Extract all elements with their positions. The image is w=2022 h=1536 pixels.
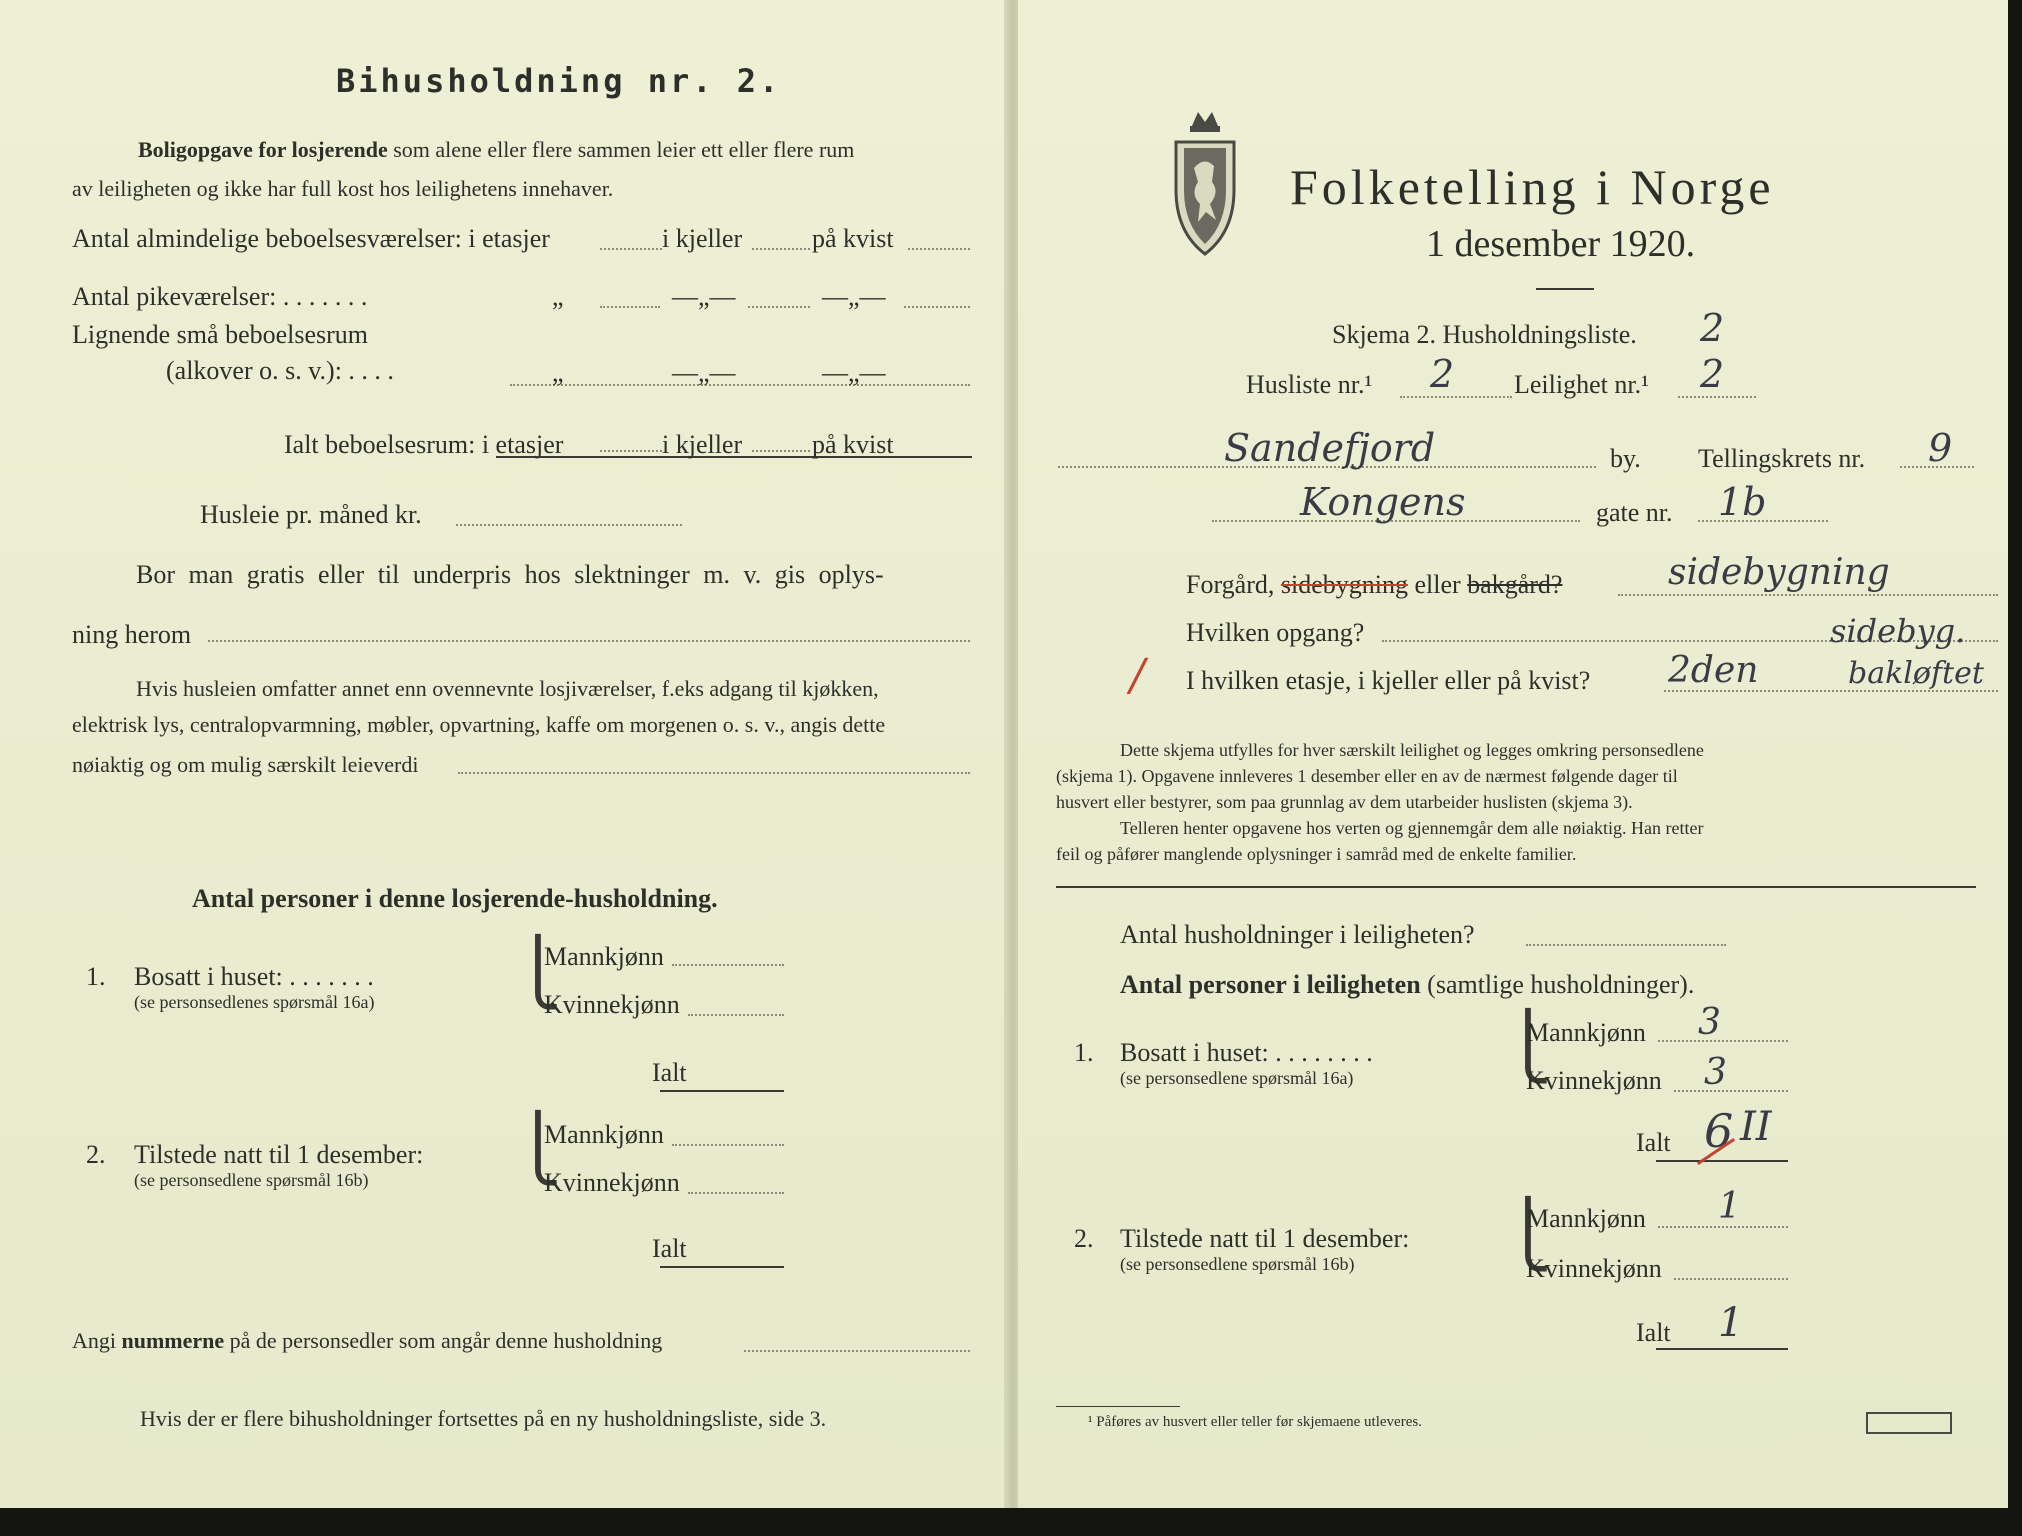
q1-sub: (se personsedlenes spørsmål 16a)	[134, 992, 375, 1012]
r-q1-kvinne-label: Kvinnekjønn	[1526, 1066, 1662, 1095]
leilighet-value[interactable]: 2	[1700, 352, 1725, 396]
alkover-ditto: „	[552, 358, 564, 387]
sidebygning-struck: sidebygning	[1280, 570, 1408, 599]
opgang-label: Hvilken opgang?	[1186, 618, 1365, 647]
right-page	[1018, 0, 2008, 1508]
census-date: 1 desember 1920.	[1426, 223, 1696, 265]
q1-number: 1.	[86, 962, 106, 991]
q1-mann-field[interactable]	[672, 964, 784, 966]
forgard-field[interactable]	[1618, 594, 1998, 596]
q2-label: Tilstede natt til 1 desember:	[134, 1140, 424, 1169]
antal-personer-heading: Antal personer i leiligheten (samtlige husholdninger).	[1120, 970, 1695, 999]
r-q2-mann-label: Mannkjønn	[1526, 1204, 1646, 1233]
q2-kvinne-label: Kvinnekjønn	[544, 1168, 680, 1197]
pike-ditto: „	[552, 282, 564, 311]
alkover-kjeller-ditto: —„—	[672, 358, 736, 387]
leilighet-field[interactable]	[1678, 396, 1756, 398]
note-rule	[1056, 886, 1976, 888]
etasje-value[interactable]: 2den	[1668, 650, 1759, 691]
r-q2-ialt-field[interactable]	[1656, 1348, 1788, 1350]
skjema-value[interactable]: 2	[1700, 306, 1725, 350]
gate-label: gate nr.	[1596, 498, 1673, 527]
alkover-label: (alkover o. s. v.): . . . .	[166, 356, 394, 385]
r-q1-kvinne-field[interactable]	[1674, 1090, 1788, 1092]
by-value[interactable]: Sandefjord	[1224, 426, 1436, 470]
pike-etasjer-field[interactable]	[600, 306, 660, 308]
r-q1-brace: ⎩	[1504, 1011, 1552, 1082]
q1-ialt-label: Ialt	[652, 1058, 687, 1087]
etasje-value-above[interactable]: sidebyg.	[1830, 612, 1966, 650]
rooms-kjeller-label: i kjeller	[662, 224, 743, 253]
ialt-kjeller-field[interactable]	[752, 450, 810, 452]
q2-sub: (se personsedlene spørsmål 16b)	[134, 1170, 369, 1190]
r-q1-mann-value[interactable]: 3	[1698, 1002, 1721, 1043]
lignende-label: Lignende små beboelsesrum	[72, 320, 369, 349]
ialt-kvist-label: på kvist	[812, 430, 894, 459]
r-q1-mann-field[interactable]	[1658, 1040, 1788, 1042]
q1-kvinne-label: Kvinnekjønn	[544, 990, 680, 1019]
rooms-label: Antal almindelige beboelsesværelser: i etasjer	[72, 224, 550, 253]
antal-husholdninger-field[interactable]	[1526, 944, 1726, 946]
note-line-5: feil og påfører manglende oplysninger i samråd med de enkelte familier.	[1056, 844, 1577, 864]
pike-label: Antal pikeværelser: . . . . . . .	[72, 282, 368, 311]
rooms-etasjer-field[interactable]	[600, 248, 662, 250]
skjema-label: Skjema 2. Husholdningsliste.	[1332, 320, 1637, 349]
alkover-field[interactable]	[510, 384, 970, 386]
folketelling-title: Folketelling i Norge	[1290, 159, 1775, 215]
norway-coat-of-arms-icon	[1170, 108, 1240, 258]
husliste-field[interactable]	[1400, 396, 1512, 398]
husliste-value[interactable]: 2	[1430, 352, 1455, 396]
q1-kvinne-field[interactable]	[688, 1014, 784, 1016]
r-q2-number: 2.	[1074, 1224, 1094, 1253]
r-q2-sub: (se personsedlene spørsmål 16b)	[1120, 1254, 1355, 1274]
q2-ialt-field[interactable]	[660, 1266, 784, 1268]
printer-stamp	[1866, 1412, 1952, 1434]
alkover-kvist-ditto: —„—	[822, 358, 886, 387]
pike-kvist-ditto: —„—	[822, 282, 886, 311]
by-label: by.	[1610, 444, 1641, 473]
q1-mann-label: Mannkjønn	[544, 942, 664, 971]
q2-number: 2.	[86, 1140, 106, 1169]
pike-kjeller-field[interactable]	[748, 306, 810, 308]
rooms-kvist-field[interactable]	[908, 248, 970, 250]
leieverdi-field[interactable]	[458, 772, 970, 774]
r-q2-mann-value[interactable]: 1	[1718, 1186, 1741, 1227]
r-q2-ialt-value[interactable]: 1	[1718, 1300, 1744, 1346]
q1-label: Bosatt i huset: . . . . . . .	[134, 962, 374, 991]
note-line-1: Dette skjema utfylles for hver særskilt leilighet og legges omkring personsedlene	[1120, 740, 1704, 760]
q1-ialt-field[interactable]	[660, 1090, 784, 1092]
gate-nr-value[interactable]: 1b	[1718, 480, 1767, 524]
q2-ialt-label: Ialt	[652, 1234, 687, 1263]
forgard-value[interactable]: sidebygning	[1668, 552, 1890, 593]
ialt-etasjer-field[interactable]	[600, 450, 662, 452]
antal-husholdninger-label: Antal husholdninger i leiligheten?	[1120, 920, 1475, 949]
gate-value[interactable]: Kongens	[1300, 480, 1466, 524]
r-q1-mann-label: Mannkjønn	[1526, 1018, 1646, 1047]
r-q2-ialt-label: Ialt	[1636, 1318, 1671, 1347]
footnote-rule	[1056, 1406, 1180, 1407]
r-q1-kvinne-value[interactable]: 3	[1704, 1052, 1727, 1093]
etasje-value-2[interactable]: bakløftet	[1848, 656, 1984, 691]
scan-edge-bottom	[0, 1508, 2022, 1536]
krets-value[interactable]: 9	[1928, 426, 1953, 470]
note-line-3: husvert eller bestyrer, som paa grunnlag av dem utarbeider huslisten (skjema 3).	[1056, 792, 1633, 812]
rooms-kjeller-field[interactable]	[752, 248, 810, 250]
r-q2-label: Tilstede natt til 1 desember:	[1120, 1224, 1410, 1253]
bor-text-2: ning herom	[72, 620, 192, 649]
r-q2-brace: ⎩	[1504, 1199, 1552, 1270]
q2-mann-field[interactable]	[672, 1144, 784, 1146]
title-rule	[1536, 288, 1594, 290]
note-line-2: (skjema 1). Opgavene innleveres 1 desember eller en av de nærmest følgende dager til	[1056, 766, 1678, 786]
pike-kvist-field[interactable]	[904, 306, 970, 308]
footnote: ¹ Påføres av husvert eller teller før skjemaene utleveres.	[1088, 1414, 1422, 1430]
r-q1-label: Bosatt i huset: . . . . . . . .	[1120, 1038, 1373, 1067]
intro-line-1: Boligopgave for losjerende som alene eller flere sammen leier ett eller flere rum	[138, 137, 855, 162]
q1-brace: ⎩	[514, 937, 562, 1008]
bihusholdning-title: Bihusholdning nr. 2.	[336, 62, 782, 100]
etasje-label: I hvilken etasje, i kjeller eller på kvist?	[1186, 666, 1591, 695]
krets-label: Tellingskrets nr.	[1698, 444, 1866, 473]
rooms-kvist-label: på kvist	[812, 224, 894, 253]
pike-kjeller-ditto: —„—	[672, 282, 736, 311]
r-q1-ialt-label: Ialt	[1636, 1128, 1671, 1157]
bor-field[interactable]	[208, 640, 970, 642]
intro-line-2: av leiligheten og ikke har full kost hos leilighetens innehaver.	[72, 176, 614, 201]
ialt-kjeller-label: i kjeller	[662, 430, 743, 459]
r-q2-kvinne-label: Kvinnekjønn	[1526, 1254, 1662, 1283]
r-q1-number: 1.	[1074, 1038, 1094, 1067]
ialt-rooms-label: Ialt beboelsesrum: i etasjer	[284, 430, 564, 459]
q2-kvinne-field[interactable]	[688, 1192, 784, 1194]
husleie-field[interactable]	[456, 524, 682, 526]
q2-brace: ⎩	[514, 1113, 562, 1184]
r-q1-ialt-correction[interactable]: II	[1740, 1104, 1772, 1150]
angi-field[interactable]	[744, 1350, 970, 1352]
margin-mark: /	[1130, 650, 1145, 701]
r-q2-kvinne-field[interactable]	[1674, 1278, 1788, 1280]
left-page	[0, 0, 1010, 1508]
q2-mann-label: Mannkjønn	[544, 1120, 664, 1149]
hvis-text-2: elektrisk lys, centralopvarmning, møbler, opvartning, kaffe om morgenen o. s. v., angis dette	[72, 712, 886, 737]
forgard-question: Forgård, sidebygning eller bakgård?	[1186, 570, 1563, 599]
r-q1-ialt-value[interactable]: 6	[1704, 1104, 1734, 1158]
r-q1-ialt-field[interactable]	[1656, 1160, 1788, 1162]
note-line-4: Telleren henter opgavene hos verten og gjennemgår dem alle nøiaktig. Han retter	[1120, 818, 1704, 838]
antal-losjerende-heading: Antal personer i denne losjerende-husholdning.	[192, 884, 718, 913]
r-q1-sub: (se personsedlene spørsmål 16a)	[1120, 1068, 1354, 1088]
husliste-label: Husliste nr.¹	[1246, 370, 1373, 399]
bor-text: Bor man gratis eller til underpris hos slektninger m. v. gis oplys-	[136, 560, 884, 589]
husleie-label: Husleie pr. måned kr.	[200, 500, 422, 529]
leilighet-label: Leilighet nr.¹	[1514, 370, 1649, 399]
flere-text: Hvis der er flere bihusholdninger fortsettes på en ny husholdningsliste, side 3.	[140, 1406, 827, 1431]
scan-edge-right	[2008, 0, 2022, 1536]
angi-text: Angi nummerne på de personsedler som angår denne husholdning	[72, 1328, 663, 1353]
hvis-text-3: nøiaktig og om mulig særskilt leieverdi	[72, 752, 419, 777]
hvis-text: Hvis husleien omfatter annet enn ovennevnte losjiværelser, f.eks adgang til kjøkken,	[136, 676, 879, 701]
